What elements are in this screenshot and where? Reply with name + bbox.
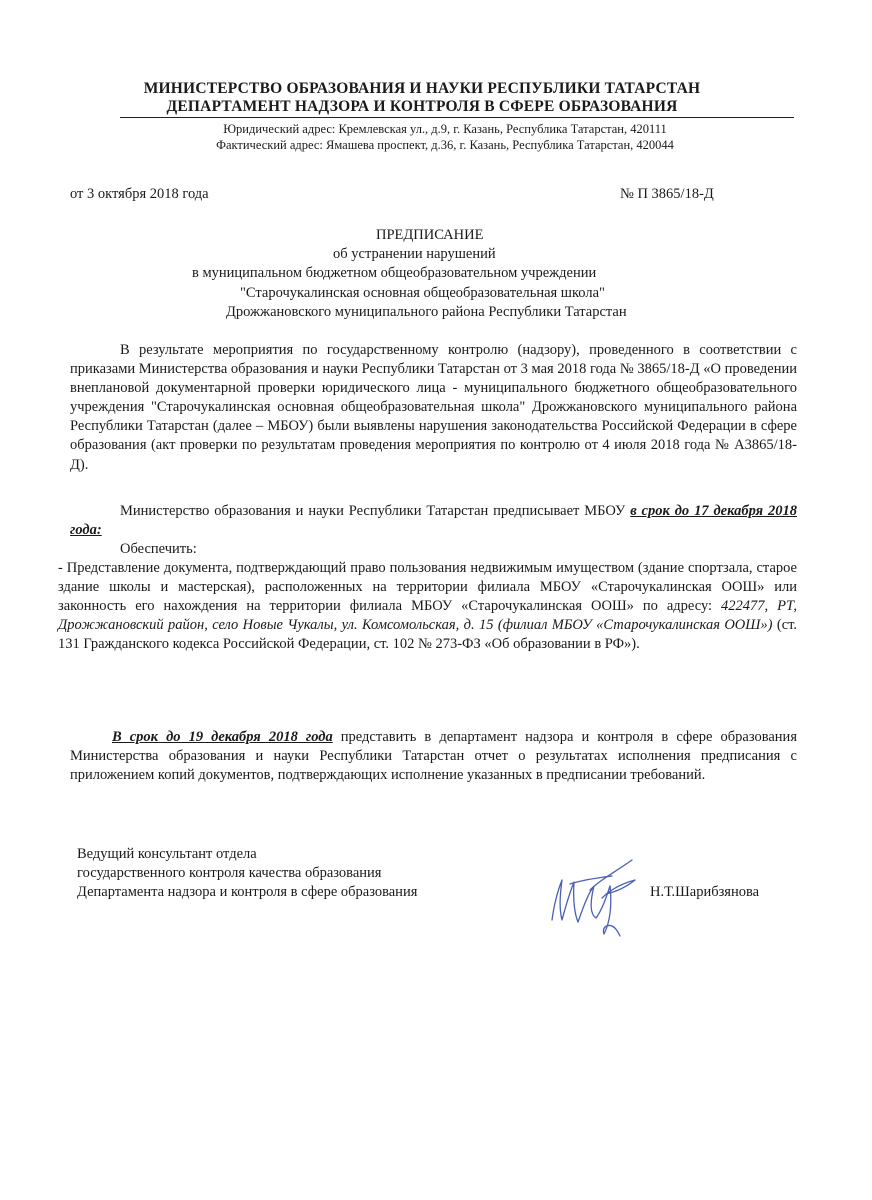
paragraph-requirement (58, 559, 797, 654)
requirement-address: 422477, РТ, Дрожжановский район, село Новые Чукалы, ул. Комсомольская, д. 15 (филиал МБОУ «Старочукалинская ООШ») (58, 598, 797, 634)
header-rule (120, 117, 794, 118)
handwritten-signature (540, 850, 650, 940)
signatory-position-1: Ведущий консультант отдела (77, 846, 257, 862)
requirement-text-2: (ст. 131 Гражданского кодекса Российской Федерации, ст. 102 № 273-ФЗ «Об образовании в РФ»). (58, 617, 797, 653)
signatory-position-2: государственного контроля качества образования (77, 865, 382, 881)
department-title: ДЕПАРТАМЕНТ НАДЗОРА И КОНТРОЛЯ В СФЕРЕ ОБРАЗОВАНИЯ (166, 98, 678, 115)
paragraph-inspection-text: В результате мероприятия по государственному контролю (надзору), проведенного в соответствии с приказами Министерства образования и науки Республики Татарстан от 3 мая 2018 года № 3865/18-Д «О проведении внеплановой документарной проверки юридического лица - муниципального бюджетного общеобразовательного учреждения "Старочукалинская основная общеобразовательная школа" Дрожжановского муниципального района Республики Татарстан (далее – МБОУ) были выявлены нарушения законодательства Российской Федерации в сфере образования (акт проверки по результатам проведения мероприятия по контролю от 4 июля 2018 года № А3865/18-Д). (70, 342, 797, 473)
paragraph-inspection-results (70, 341, 797, 475)
document-date: от 3 октября 2018 года (70, 186, 209, 202)
title-subject: об устранении нарушений (333, 246, 496, 262)
document-number: № П 3865/18-Д (620, 186, 714, 202)
signatory-name: Н.Т.Шарибзянова (650, 884, 760, 900)
paragraph-ensure (70, 540, 797, 559)
title-institution-name: "Старочукалинская основная общеобразовательная школа" (240, 285, 605, 301)
signatory-position-3: Департамента надзора и контроля в сфере образования (77, 884, 418, 900)
report-deadline: В срок до 19 декабря 2018 года (112, 729, 333, 745)
ensure-label: Обеспечить: (120, 541, 197, 557)
legal-address: Юридический адрес: Кремлевская ул., д.9, г. Казань, Республика Татарстан, 420111 (223, 122, 667, 136)
report-text: представить в департамент надзора и контроля в сфере образования Министерства образования и науки Республики Татарстан отчет о результатах исполнения предписания с приложением копий документов, подтверждающих исполнение указанных в предписании требований. (70, 729, 797, 784)
prescription-deadline: в срок до 17 декабря 2018 года: (70, 503, 797, 539)
paragraph-prescription (70, 502, 797, 540)
title-district: Дрожжановского муниципального района Республики Татарстан (226, 304, 627, 320)
title-institution-type: в муниципальном бюджетном общеобразовательном учреждении (192, 265, 597, 281)
paragraph-report-deadline (70, 728, 797, 785)
actual-address: Фактический адрес: Ямашева проспект, д.36, г. Казань, Республика Татарстан, 420044 (216, 138, 674, 152)
ministry-title: МИНИСТЕРСТВО ОБРАЗОВАНИЯ И НАУКИ РЕСПУБЛИКИ ТАТАРСТАН (143, 80, 701, 97)
document-title: ПРЕДПИСАНИЕ (376, 227, 484, 243)
prescription-text: Министерство образования и науки Республики Татарстан предписывает МБОУ (120, 503, 631, 519)
requirement-text-1: - Представление документа, подтверждающий право пользования недвижимым имуществом (здание спортзала, старое здание школы и мастерская), расположенных на территории филиала МБОУ «Старочукалинская ООШ» или законность его нахождения на территории филиала МБОУ «Старочукалинская ООШ» по адресу: (58, 560, 797, 615)
